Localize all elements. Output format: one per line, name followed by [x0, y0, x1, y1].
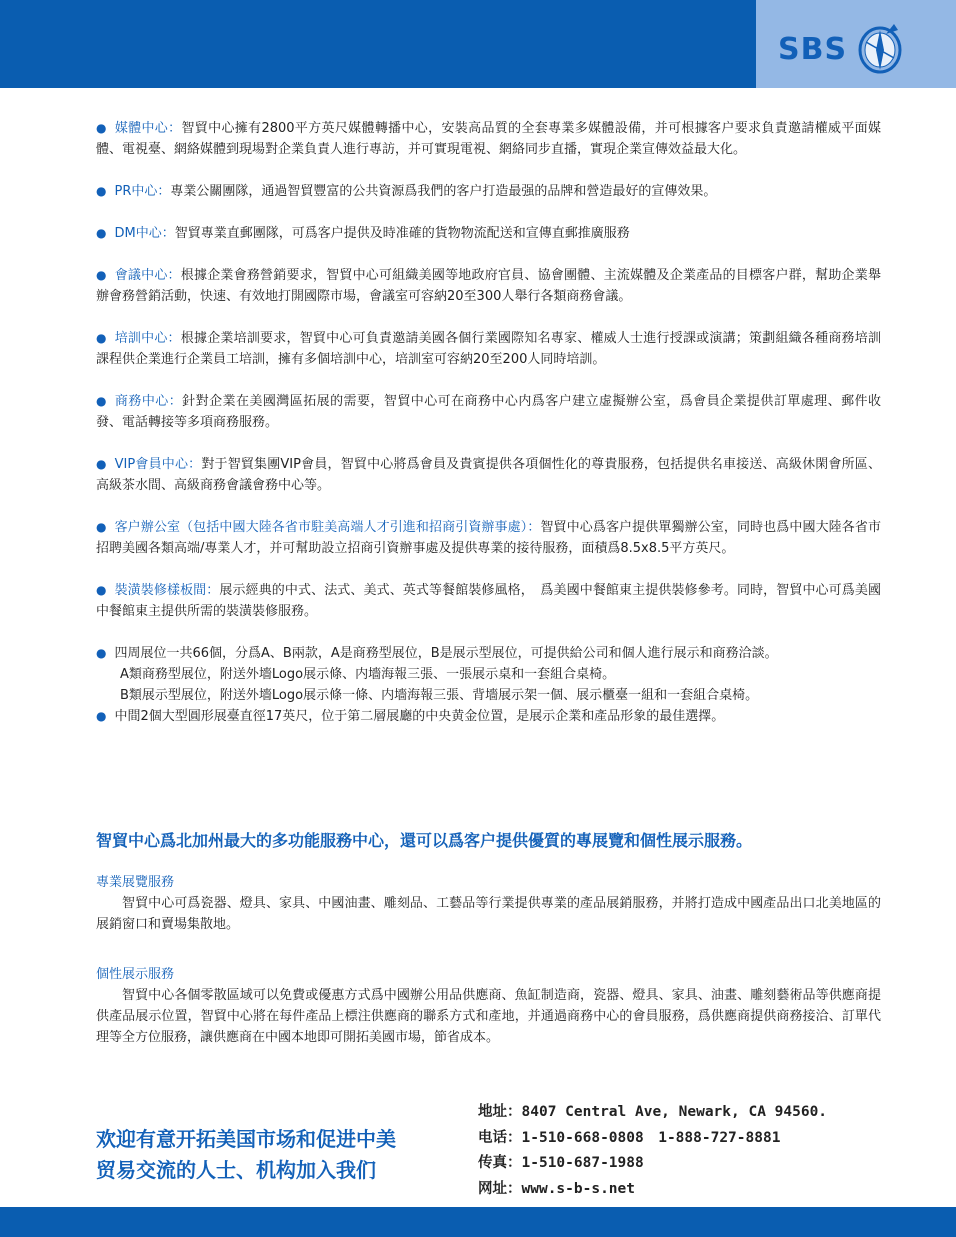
phone-value: 1-510-668-0808 1-888-727-8881 — [521, 1129, 781, 1146]
fax-label: 传真： — [478, 1155, 522, 1171]
welcome-line-2: 贸易交流的人士、机构加入我们 — [96, 1158, 376, 1182]
services-list — [96, 118, 881, 727]
phone-label: 电话： — [478, 1129, 522, 1146]
header-band-dark — [0, 0, 756, 88]
booth-text: 中間2個大型圓形展臺直徑17英尺，位于第二層展廳的中央黄金位置，是展示企業和產品形象的最佳選擇。 — [114, 709, 725, 724]
item-showroom — [96, 580, 881, 622]
contact-block — [478, 1100, 918, 1202]
section-display — [96, 964, 881, 1048]
section-title: 個性展示服務 — [96, 967, 175, 982]
footer-band — [0, 1207, 956, 1237]
bullet-icon: ● — [96, 520, 107, 534]
booth-text: 四周展位一共66個，分爲A、B兩款，A是商務型展位，B是展示型展位，可提供給公司和個人進行展示和商務洽談。 — [114, 646, 778, 661]
item-text: 對于智貿集團VIP會員，智貿中心將爲會員及貴賓提供各項個性化的尊貴服務，包括提供名車接送、高級休閑會所區、高級茶水間、高級商務會議會務中心等。 — [96, 457, 881, 493]
web-row — [478, 1177, 918, 1203]
web-value[interactable]: www.s-b-s.net — [521, 1180, 635, 1197]
section-text: 智貿中心各個零散區域可以免費或優惠方式爲中國辦公用品供應商、魚缸制造商，瓷器、燈具、家具、油畫、雕刻藝術品等供應商提供產品展示位置，智貿中心將在每件產品上標注供應商的聯系方式和產地，并通過商務中心的會員服務，爲供應商提供商務接洽、訂單代理等全方位服務，讓供應商在中國本地即可開拓美國市場，節省成本。 — [96, 988, 881, 1045]
welcome-line-1: 欢迎有意开拓美国市场和促进中美 — [96, 1127, 396, 1151]
item-title: VIP會員中心： — [114, 457, 202, 472]
phone-row — [478, 1126, 918, 1152]
logo-text: SBS — [778, 32, 848, 67]
bullet-icon: ● — [96, 268, 107, 282]
bullet-icon: ● — [96, 121, 107, 135]
item-business-center — [96, 391, 881, 433]
item-text: 針對企業在美國灣區拓展的需要，智貿中心可在商務中心内爲客户建立虚擬辦公室，爲會員企業提供訂單處理、郵件收發、電話轉接等多項商務服務。 — [96, 394, 881, 430]
sbs-logo — [772, 18, 912, 78]
booth-line-2 — [96, 706, 881, 727]
address-row — [478, 1100, 918, 1126]
item-text: 智貿中心爲客户提供單獨辦公室，同時也爲中國大陸各省市招聘美國各類高端/專業人才，并可幫助設立招商引資辦事處及提供專業的接待服務，面積爲8.5x8.5平方英尺。 — [96, 520, 881, 556]
item-dm-center — [96, 223, 881, 244]
item-title: PR中心： — [114, 184, 171, 199]
item-title: 裝潢裝修樣板間： — [114, 583, 220, 598]
address-label: 地址： — [478, 1104, 522, 1120]
item-title: 媒體中心： — [114, 121, 182, 136]
item-text: 智貿專業直郵團隊，可爲客户提供及時准確的貨物物流配送和宣傳直郵推廣服務 — [174, 226, 630, 241]
section-text: 智貿中心可爲瓷器、燈具、家具、中國油畫、雕刻品、工藝品等行業提供專業的產品展銷服務，并將打造成中國產品出口北美地區的展銷窗口和賣場集散地。 — [96, 896, 881, 932]
item-text: 展示經典的中式、法式、美式、英式等餐館裝修風格， 爲美國中餐館東主提供裝修參考。同時，智貿中心可爲美國中餐館東主提供所需的裝潢裝修服務。 — [96, 583, 881, 619]
item-text: 專業公關團隊，通過智貿豐富的公共資源爲我們的客户打造最强的品牌和營造最好的宣傳效果。 — [170, 184, 717, 199]
item-title: 商務中心： — [114, 394, 183, 409]
bullet-icon: ● — [96, 709, 107, 723]
bullet-icon: ● — [96, 331, 107, 345]
item-text: 根據企業培訓要求，智貿中心可負責邀請美國各個行業國際知名專家、權威人士進行授課或演講；策劃組織各種商務培訓課程供企業進行企業員工培訓，擁有多個培訓中心，培訓室可容納20至200人同時培訓。 — [96, 331, 881, 367]
item-client-office — [96, 517, 881, 559]
item-title: 客户辦公室（包括中國大陸各省市駐美高端人才引進和招商引資辦事處）： — [114, 520, 541, 535]
header-band — [0, 0, 956, 88]
item-training-center — [96, 328, 881, 370]
item-text: 智貿中心擁有2800平方英尺媒體轉播中心，安裝高品質的全套專業多媒體設備，并可根據客户要求負責邀請權威平面媒體、電視臺、網絡媒體到現場對企業負責人進行專訪，并可實現電視、網絡同步直播，實現企業宣傳效益最大化。 — [96, 121, 881, 157]
fax-value: 1-510-687-1988 — [521, 1155, 644, 1171]
welcome-message — [96, 1124, 466, 1186]
bullet-icon: ● — [96, 457, 107, 471]
bullet-icon: ● — [96, 184, 107, 198]
item-title: DM中心： — [114, 226, 175, 241]
item-conference-center — [96, 265, 881, 307]
compass-icon — [854, 22, 906, 76]
bullet-icon: ● — [96, 646, 107, 660]
item-vip-center — [96, 454, 881, 496]
item-pr-center — [96, 181, 881, 202]
bullet-icon: ● — [96, 394, 107, 408]
item-title: 培訓中心： — [114, 331, 181, 346]
item-media-center — [96, 118, 881, 160]
fax-row — [478, 1151, 918, 1177]
section-title: 專業展覽服務 — [96, 875, 175, 890]
booth-line-b: B類展示型展位，附送外墻Logo展示條一條、内墻海報三張、背墻展示架一個、展示櫃臺一組和一套組合桌椅。 — [120, 688, 759, 703]
address-value: 8407 Central Ave, Newark, CA 94560. — [521, 1104, 828, 1120]
booth-line-1 — [96, 643, 881, 664]
bullet-icon: ● — [96, 226, 107, 240]
booth-line-a: A類商務型展位，附送外墻Logo展示條、内墻海報三張、一張展示桌和一套組合桌椅。 — [120, 667, 616, 682]
web-label: 网址： — [478, 1180, 522, 1197]
bullet-icon: ● — [96, 583, 107, 597]
item-title: 會議中心： — [114, 268, 181, 283]
headline: 智貿中心爲北加州最大的多功能服務中心，還可以爲客户提供優質的專展覽和個性展示服務。 — [96, 831, 753, 850]
section-exhibition — [96, 872, 881, 935]
item-text: 根據企業會務營銷要求，智貿中心可組織美國等地政府官員、協會團體、主流媒體及企業產品的目標客户群，幫助企業舉辦會務營銷活動，快速、有效地打開國際市場，會議室可容納20至300人舉行各類商務會議。 — [96, 268, 881, 304]
